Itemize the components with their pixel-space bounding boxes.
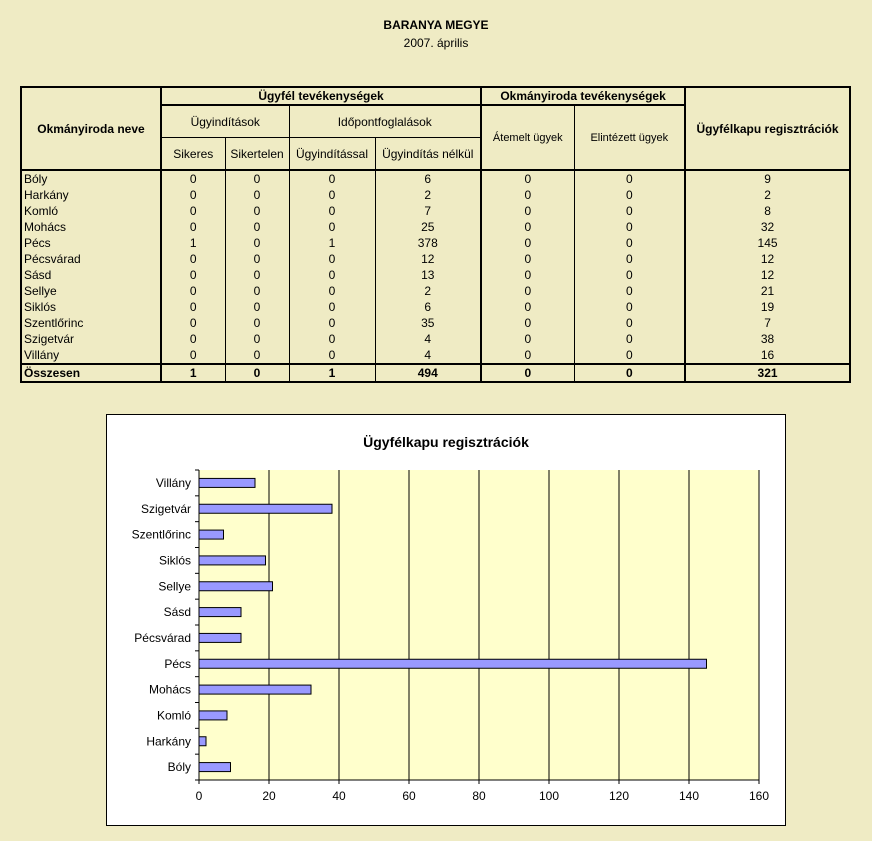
table-row [21, 170, 850, 187]
value-cell: 0 [161, 347, 225, 364]
value-cell: 0 [289, 331, 375, 347]
value-cell: 0 [574, 219, 685, 235]
table-row [21, 235, 850, 251]
statistics-table [20, 86, 851, 383]
value-cell: 35 [375, 315, 481, 331]
bar-pécsvárad [199, 633, 241, 642]
bar-pécs [199, 659, 707, 668]
office-name-cell: Komló [21, 203, 161, 219]
header-success: Sikeres [161, 138, 225, 171]
table-row [21, 315, 850, 331]
header-settled: Elintézett ügyek [574, 105, 685, 170]
value-cell: 0 [574, 203, 685, 219]
header-registrations: Ügyfélkapu regisztrációk [685, 87, 850, 170]
value-cell: 21 [685, 283, 850, 299]
value-cell: 0 [161, 251, 225, 267]
value-cell: 0 [161, 283, 225, 299]
chart-title: Ügyfélkapu regisztrációk [363, 434, 529, 450]
header-initiations: Ügyindítások [161, 105, 289, 138]
value-cell: 12 [375, 251, 481, 267]
office-name-cell: Szigetvár [21, 331, 161, 347]
value-cell: 0 [289, 203, 375, 219]
value-cell: 0 [289, 170, 375, 187]
table-row [21, 283, 850, 299]
x-tick-label: 160 [748, 789, 770, 803]
table-body [21, 170, 850, 382]
value-cell: 0 [574, 299, 685, 315]
bar-szigetvár [199, 504, 332, 513]
bar-siklós [199, 556, 266, 565]
value-cell: 0 [574, 315, 685, 331]
value-cell: 0 [225, 315, 289, 331]
value-cell: 145 [685, 235, 850, 251]
value-cell: 0 [161, 267, 225, 283]
chart-container [106, 414, 786, 826]
table-row [21, 331, 850, 347]
value-cell: 0 [481, 283, 574, 299]
y-category-label: Bóly [167, 760, 191, 775]
value-cell: 0 [225, 170, 289, 187]
x-tick-label: 20 [262, 789, 276, 803]
office-name-cell: Harkány [21, 187, 161, 203]
header-transferred: Átemelt ügyek [481, 105, 574, 170]
value-cell: 12 [685, 251, 850, 267]
value-cell: 0 [161, 331, 225, 347]
y-category-label: Sásd [163, 605, 191, 620]
value-cell: 0 [574, 364, 685, 382]
office-name-cell: Szentlőrinc [21, 315, 161, 331]
value-cell: 0 [161, 203, 225, 219]
header-office-activities: Okmányiroda tevékenységek [481, 87, 685, 105]
value-cell: 0 [225, 283, 289, 299]
value-cell: 0 [574, 331, 685, 347]
value-cell: 4 [375, 331, 481, 347]
x-tick-label: 60 [402, 789, 416, 803]
value-cell: 6 [375, 299, 481, 315]
value-cell: 0 [481, 331, 574, 347]
header-client-activities: Ügyfél tevékenységek [161, 87, 481, 105]
value-cell: 0 [289, 347, 375, 364]
y-category-label: Sellye [158, 579, 191, 594]
table-row [21, 219, 850, 235]
value-cell: 494 [375, 364, 481, 382]
value-cell: 13 [375, 267, 481, 283]
y-category-label: Komló [156, 708, 191, 723]
value-cell: 7 [375, 203, 481, 219]
value-cell: 0 [574, 235, 685, 251]
value-cell: 0 [161, 187, 225, 203]
value-cell: 0 [574, 283, 685, 299]
value-cell: 0 [481, 315, 574, 331]
y-category-label: Pécsvárad [134, 630, 191, 645]
value-cell: 38 [685, 331, 850, 347]
value-cell: 0 [225, 219, 289, 235]
header-with-init: Ügyindítással [289, 138, 375, 171]
bar-harkány [199, 737, 206, 746]
value-cell: 0 [481, 347, 574, 364]
value-cell: 9 [685, 170, 850, 187]
value-cell: 0 [481, 364, 574, 382]
value-cell: 1 [289, 364, 375, 382]
y-category-label: Siklós [158, 553, 191, 568]
x-tick-label: 100 [538, 789, 560, 803]
value-cell: 12 [685, 267, 850, 283]
x-tick-label: 80 [472, 789, 486, 803]
office-name-cell: Siklós [21, 299, 161, 315]
value-cell: 0 [289, 299, 375, 315]
header-without-init: Ügyindítás nélkül [375, 138, 481, 171]
page-subtitle: 2007. április [403, 36, 469, 50]
value-cell: 0 [574, 267, 685, 283]
value-cell: 0 [225, 364, 289, 382]
y-category-label: Mohács [148, 682, 191, 697]
y-category-label: Szentlőrinc [131, 527, 191, 542]
value-cell: 32 [685, 219, 850, 235]
x-tick-label: 40 [332, 789, 346, 803]
value-cell: 1 [161, 364, 225, 382]
table-row [21, 251, 850, 267]
office-name-cell: Pécsvárad [21, 251, 161, 267]
value-cell: 1 [289, 235, 375, 251]
header-appointments: Időpontfoglalások [289, 105, 481, 138]
value-cell: 16 [685, 347, 850, 364]
bar-bóly [199, 763, 231, 772]
value-cell: 0 [481, 251, 574, 267]
value-cell: 0 [225, 299, 289, 315]
value-cell: 2 [375, 187, 481, 203]
bar-szentlőrinc [199, 530, 224, 539]
value-cell: 0 [289, 251, 375, 267]
value-cell: 0 [574, 251, 685, 267]
page-title: BARANYA MEGYE [383, 18, 489, 32]
value-cell: 0 [225, 331, 289, 347]
value-cell: 4 [375, 347, 481, 364]
office-name-cell: Összesen [21, 364, 161, 382]
table-total-row [21, 364, 850, 382]
value-cell: 0 [289, 267, 375, 283]
value-cell: 0 [481, 170, 574, 187]
value-cell: 0 [481, 187, 574, 203]
value-cell: 0 [481, 299, 574, 315]
value-cell: 0 [574, 347, 685, 364]
x-tick-label: 0 [195, 789, 203, 803]
office-name-cell: Sásd [21, 267, 161, 283]
value-cell: 0 [161, 315, 225, 331]
value-cell: 6 [375, 170, 481, 187]
y-category-label: Szigetvár [140, 501, 191, 516]
bar-mohács [199, 685, 311, 694]
office-name-cell: Mohács [21, 219, 161, 235]
table-row [21, 267, 850, 283]
table-row [21, 347, 850, 364]
value-cell: 7 [685, 315, 850, 331]
bar-sellye [199, 582, 273, 591]
value-cell: 19 [685, 299, 850, 315]
x-tick-label: 120 [608, 789, 630, 803]
x-tick-label: 140 [678, 789, 700, 803]
header-office-name: Okmányiroda neve [21, 87, 161, 170]
value-cell: 0 [481, 219, 574, 235]
value-cell: 0 [289, 315, 375, 331]
value-cell: 8 [685, 203, 850, 219]
office-name-cell: Bóly [21, 170, 161, 187]
value-cell: 0 [225, 251, 289, 267]
table-row [21, 187, 850, 203]
bar-sásd [199, 608, 241, 617]
table-row [21, 203, 850, 219]
value-cell: 0 [161, 299, 225, 315]
value-cell: 0 [161, 170, 225, 187]
value-cell: 0 [574, 187, 685, 203]
value-cell: 0 [481, 203, 574, 219]
value-cell: 0 [225, 203, 289, 219]
value-cell: 378 [375, 235, 481, 251]
value-cell: 1 [161, 235, 225, 251]
value-cell: 0 [289, 187, 375, 203]
value-cell: 0 [225, 347, 289, 364]
bar-villány [199, 478, 255, 487]
value-cell: 2 [685, 187, 850, 203]
office-name-cell: Sellye [21, 283, 161, 299]
registrations-bar-chart [107, 415, 785, 825]
value-cell: 0 [225, 235, 289, 251]
value-cell: 0 [289, 283, 375, 299]
value-cell: 2 [375, 283, 481, 299]
y-category-label: Harkány [146, 734, 191, 749]
value-cell: 0 [225, 267, 289, 283]
value-cell: 0 [225, 187, 289, 203]
value-cell: 0 [161, 219, 225, 235]
y-category-label: Villány [155, 475, 191, 490]
office-name-cell: Villány [21, 347, 161, 364]
office-name-cell: Pécs [21, 235, 161, 251]
header-fail: Sikertelen [225, 138, 289, 171]
bar-komló [199, 711, 227, 720]
value-cell: 0 [574, 170, 685, 187]
value-cell: 0 [481, 235, 574, 251]
value-cell: 0 [289, 219, 375, 235]
table-row [21, 299, 850, 315]
value-cell: 25 [375, 219, 481, 235]
value-cell: 0 [481, 267, 574, 283]
value-cell: 321 [685, 364, 850, 382]
y-category-label: Pécs [164, 656, 191, 671]
